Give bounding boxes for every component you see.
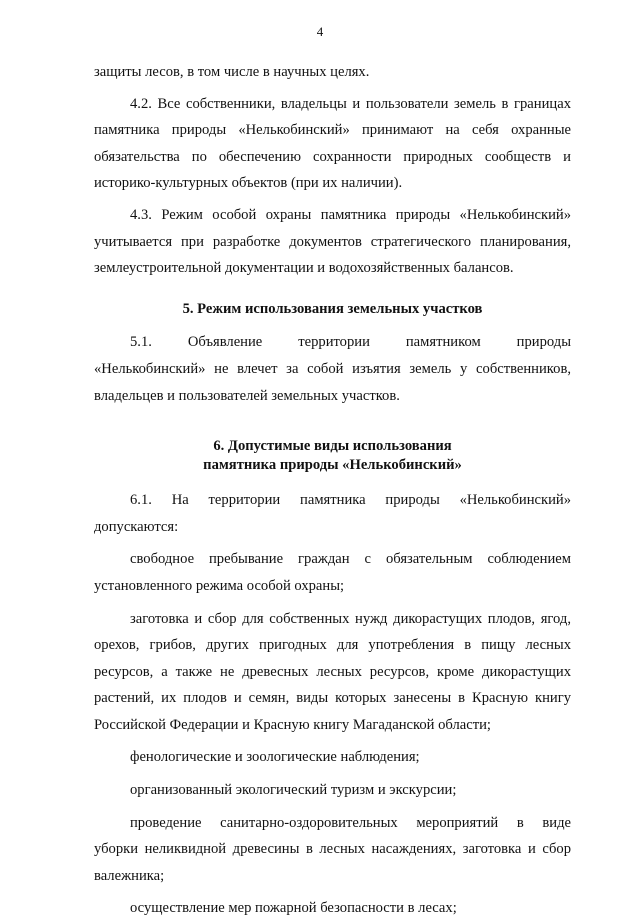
text-line: владельцев и пользователей земельных участков. <box>94 387 400 404</box>
paragraph-4-2 <box>94 91 571 197</box>
section-heading-6 <box>94 437 571 474</box>
text-line: заготовка и сбор для собственных нужд дикорастущих плодов, ягод, <box>130 610 571 627</box>
list-item-harvesting <box>94 606 571 739</box>
text-line: историко-культурных объектов (при их наличии). <box>94 175 403 192</box>
text-line: фенологические и зоологические наблюдения; <box>130 749 420 766</box>
list-item-observations <box>94 744 571 771</box>
text-line: валежника; <box>94 867 165 884</box>
page-number: 4 <box>316 24 324 39</box>
paragraph-6-1 <box>94 487 571 540</box>
text-line: свободное пребывание граждан с обязательным соблюдением <box>130 551 571 568</box>
text-line: 5.1. Объявление территории памятником природы <box>130 334 571 351</box>
section-heading-6-line2: памятника природы «Нелькобинский» <box>203 456 462 473</box>
text-line: 6.1. На территории памятника природы «Нелькобинский» <box>130 492 571 509</box>
text-line: землеустроительной документации и водохозяйственных балансов. <box>94 260 514 277</box>
text-line: памятника природы «Нелькобинский» принимают на себя охранные <box>94 122 571 139</box>
text-line: допускаются: <box>94 518 179 535</box>
text-line: 4.2. Все собственники, владельцы и пользователи земель в границах <box>130 95 571 112</box>
document-body <box>94 59 571 922</box>
text-line: осуществление мер пожарной безопасности в лесах; <box>130 900 457 917</box>
section-heading-6-line1: 6. Допустимые виды использования <box>213 438 452 455</box>
text-line: учитывается при разработке документов стратегического планирования, <box>94 233 571 250</box>
section-heading-5: 5. Режим использования земельных участков <box>182 300 483 317</box>
text-line: Российской Федерации и Красную книгу Магаданской области; <box>94 716 491 733</box>
text-line: проведение санитарно-оздоровительных мероприятий в виде <box>130 814 571 831</box>
text-line: организованный экологический туризм и экскурсии; <box>130 782 457 799</box>
text-line: растений, их плодов и семян, виды которых занесены в Красную книгу <box>94 690 571 707</box>
text-line: «Нелькобинский» не влечет за собой изъятия земель у собственников, <box>94 360 571 377</box>
paragraph-continuation <box>94 59 571 86</box>
text-line: обязательства по обеспечению сохранности природных сообществ и <box>94 148 571 165</box>
text-line: орехов, грибов, других пригодных для употребления в пищу лесных <box>94 637 571 654</box>
paragraph-5-1 <box>94 329 571 409</box>
list-item-fire-safety <box>94 895 571 922</box>
text-line: защиты лесов, в том числе в научных целях. <box>94 64 370 80</box>
text-line: уборки неликвидной древесины в лесных насаждениях, заготовка и сбор <box>94 841 571 858</box>
paragraph-4-3 <box>94 202 571 282</box>
text-line: установленного режима особой охраны; <box>94 577 345 594</box>
text-line: 4.3. Режим особой охраны памятника природы «Нелькобинский» <box>130 206 571 223</box>
list-item-tourism <box>94 777 571 804</box>
list-item-sanitary <box>94 810 571 890</box>
list-item-free-stay <box>94 546 571 599</box>
text-line: ресурсов, а также не древесных лесных ресурсов, кроме дикорастущих <box>94 663 571 680</box>
